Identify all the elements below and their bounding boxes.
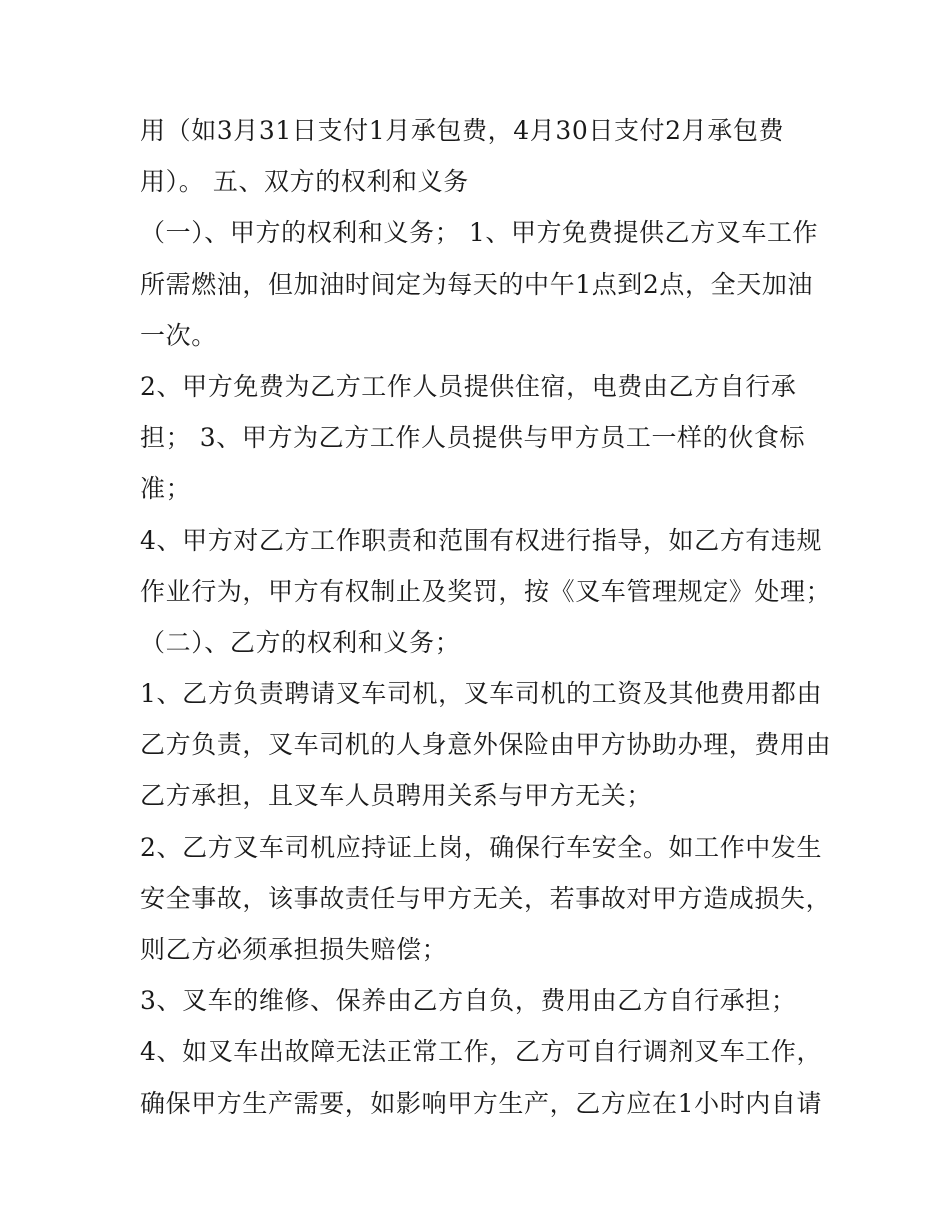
text-line: 担； 3、甲方为乙方工作人员提供与甲方员工一样的伙食标 <box>140 423 806 453</box>
text-line: 确保甲方生产需要，如影响甲方生产，乙方应在1小时内自请 <box>140 1088 823 1118</box>
text-line: 乙方负责，叉车司机的人身意外保险由甲方协助办理，费用由 <box>140 730 832 760</box>
text-line: 2、甲方免费为乙方工作人员提供住宿，电费由乙方自行承 <box>140 371 797 401</box>
text-line: 用（如3月31日支付1月承包费，4月30日支付2月承包费 <box>140 116 785 145</box>
text-line: 4、如叉车出故障无法正常工作，乙方可自行调剂叉车工作， <box>140 1037 823 1067</box>
text-line: （一）、甲方的权利和义务； 1、甲方免费提供乙方叉车工作 <box>140 218 819 248</box>
text-line: （二）、乙方的权利和义务； <box>140 627 461 657</box>
text-line: 则乙方必须承担损失赔偿； <box>140 935 448 964</box>
text-line: 作业行为，甲方有权制止及奖罚，按《叉车管理规定》处理； <box>140 576 832 606</box>
text-line: 3、叉车的维修、保养由乙方自负，费用由乙方自行承担； <box>140 986 797 1016</box>
text-line: 用）。 五、双方的权利和义务 <box>140 167 469 197</box>
text-line: 4、甲方对乙方工作职责和范围有权进行指导，如乙方有违规 <box>140 525 823 555</box>
text-line: 所需燃油，但加油时间定为每天的中午1点到2点，全天加油 <box>140 269 814 299</box>
text-line: 2、乙方叉车司机应持证上岗，确保行车安全。如工作中发生 <box>140 832 823 862</box>
document-body <box>140 105 830 1129</box>
text-line: 乙方承担，且叉车人员聘用关系与甲方无关； <box>140 781 653 811</box>
text-line: 一次。 <box>140 320 217 350</box>
text-line: 安全事故，该事故责任与甲方无关，若事故对甲方造成损失， <box>140 883 832 913</box>
text-line: 准； <box>140 474 192 504</box>
text-line: 1、乙方负责聘请叉车司机，叉车司机的工资及其他费用都由 <box>140 679 823 709</box>
